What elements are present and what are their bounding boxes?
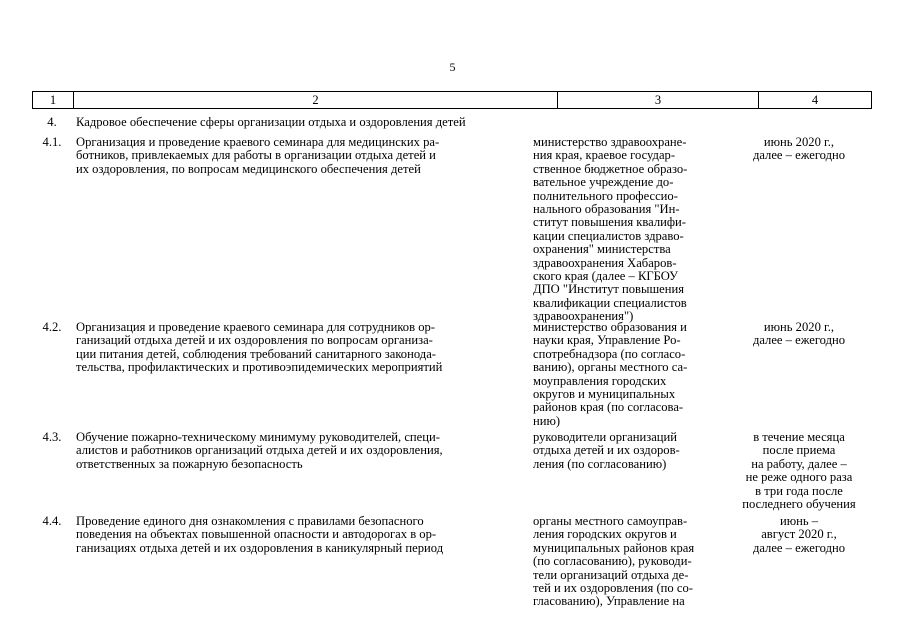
row-description: Организация и проведение краевого семинара для сотрудников ор- ганизаций отдыха детей и их оздоровления по вопросам организа- ции питания детей, соблюдения требований санитарного законода- тельства, профилактических и противоэпидемических мероприятий	[76, 320, 443, 375]
row-number: 4.1.	[42, 135, 62, 149]
header-col-2: 2	[74, 92, 558, 108]
row-description: Обучение пожарно-техническому минимуму руководителей, специ- алистов и работников организаций отдыха детей и их оздоровления, ответственных за пожарную безопасность	[76, 430, 443, 471]
header-col-1: 1	[33, 92, 74, 108]
row-number: 4.2.	[42, 320, 62, 334]
row-responsible: органы местного самоуправ- ления городских округов и муниципальных районов края (по согласованию), руководи- тели организаций отдыха де- тей и их оздоровления (по со- гласованию), Управление на	[533, 514, 695, 609]
row-term: в течение месяца после приема на работу, далее – не реже одного раза в три года после последнего обучения	[742, 430, 856, 512]
page-number: 5	[449, 60, 456, 74]
table-header	[32, 91, 872, 109]
row-term: июнь 2020 г., далее – ежегодно	[752, 135, 846, 163]
section-number: 4.	[47, 115, 57, 129]
row-term: июнь 2020 г., далее – ежегодно	[752, 320, 846, 348]
row-number: 4.3.	[42, 430, 62, 444]
row-responsible: министерство здравоохране- ния края, краевое государ- ственное бюджетное образо- вательное учреждение до- полнительного профессио- нального образования "Ин- ститут повышения квалифи- кации специалистов здраво- охранения" министерства здравоохранения Хабаров- ского края (далее – КГБОУ ДПО "Институт повышения квалификации специалистов здравоохранения")	[533, 135, 688, 324]
section-title: Кадровое обеспечение сферы организации отдыха и оздоровления детей	[76, 115, 466, 129]
row-term: июнь – август 2020 г., далее – ежегодно	[752, 514, 846, 555]
header-col-4: 4	[811, 93, 819, 107]
header-col-3: 3	[558, 92, 759, 108]
row-responsible: руководители организаций отдыха детей и их оздоров- ления (по согласованию)	[533, 430, 680, 471]
row-description: Проведение единого дня ознакомления с правилами безопасного поведения на объектах повышенной опасности и автодорогах в ор- ганизациях отдыха детей и их оздоровления в каникулярный период	[76, 514, 444, 555]
row-description: Организация и проведение краевого семинара для медицинских ра- ботников, привлекаемых для работы в организации отдыха детей и их оздоровления, по вопросам медицинского обеспечения детей	[76, 135, 440, 176]
row-number: 4.4.	[42, 514, 62, 528]
row-responsible: министерство образования и науки края, Управление Ро- спотребнадзора (по согласо- ванию), органы местного са- моуправления городских округов и муниципальных районов края (по согласова- нию)	[533, 320, 688, 428]
